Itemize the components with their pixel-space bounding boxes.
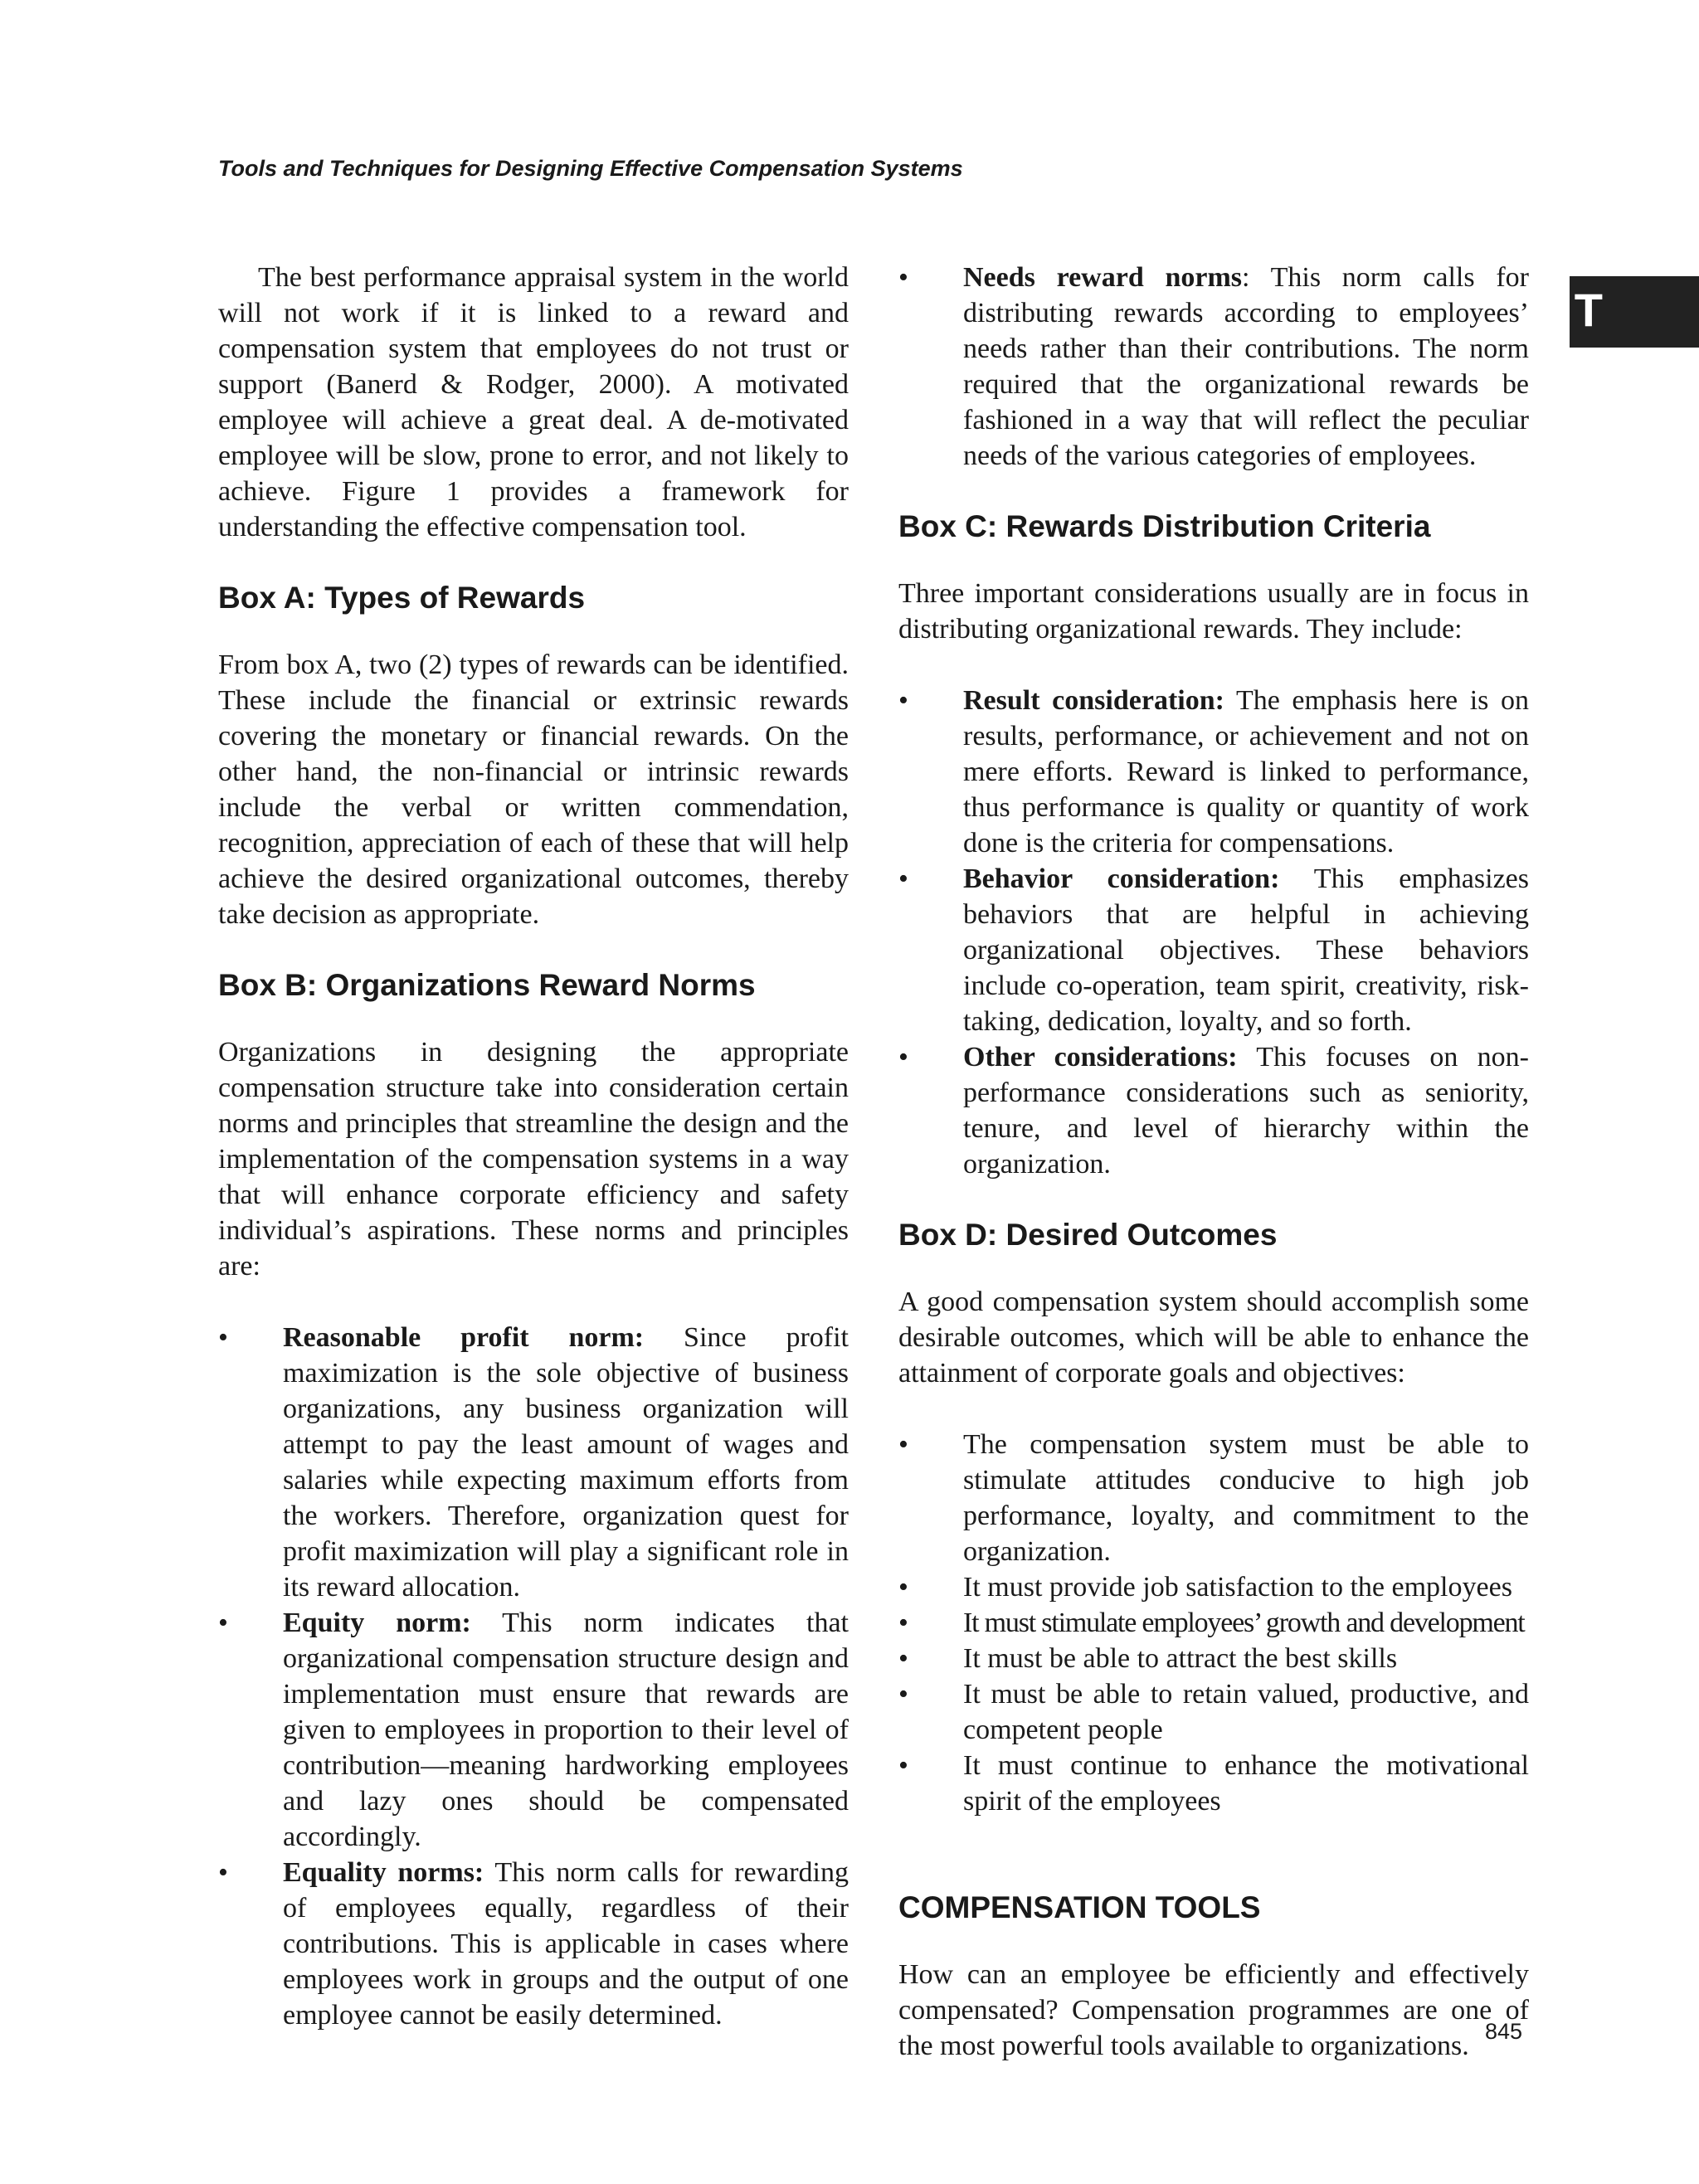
bullet-term: Other considerations: — [963, 1042, 1238, 1073]
section-tab-marker — [1570, 276, 1699, 348]
bullet-term: Needs reward norms — [963, 262, 1243, 293]
running-head: Tools and Techniques for Designing Effective Compensation Systems — [218, 156, 963, 181]
box-b-heading: Box B: Organizations Reward Norms — [218, 968, 756, 1002]
list-item: • It must be able to attract the best skills — [898, 1643, 1398, 1674]
desired-outcomes-list — [898, 1427, 1529, 1819]
bullet-text: This emphasizes behaviors that are helpful in achieving organizational objectives. These behaviors include co-operation, team spirit, creativity, risk-taking, dedication, loyalty, and so forth. — [963, 863, 1529, 1037]
list-item: • Result consideration: The emphasis here is on results, performance, or achievement and not on mere efforts. Reward is linked to performance, thus performance is quality or quantity of work done is the criteria for compensations. — [898, 685, 1530, 859]
bullet-term: Result consideration: — [963, 685, 1224, 716]
box-b-paragraph: Organizations in designing the appropriate compensation structure take into consideration certain norms and principles that streamline the design and the implementation of the compensation systems in a way that will enhance corporate efficiency and safety individual’s aspirations. These norms and principles are: — [218, 1037, 849, 1282]
bullet-text: It must continue to enhance the motivational spirit of the employees — [963, 1750, 1529, 1817]
bullet-text: This focuses on non-performance considerations such as seniority, tenure, and level of hierarchy within the organization. — [963, 1042, 1529, 1180]
bullet-text: This norm calls for rewarding of employees equally, regardless of their contributions. This is applicable in cases where employees work in groups and the output of one employee cannot be easily determined. — [283, 1857, 849, 2031]
bullet-text: Since profit maximization is the sole objective of business organizations, any business organization will attempt to pay the least amount of wages and salaries while expecting maximum efforts from the workers. Therefore, organization quest for profit maximization will play a significant role in its reward allocation. — [283, 1322, 849, 1603]
bullet-text: It must be able to retain valued, productive, and competent people — [963, 1679, 1529, 1745]
list-item: • Equity norm: This norm indicates that organizational compensation structure design and implementation must ensure that rewards are given to employees in proportion to their level of contribution—meaning hardworking employees and lazy ones should be compensated accordingly. — [218, 1608, 849, 1852]
list-item: • Reasonable profit norm: Since profit maximization is the sole objective of business organizations, any business organization will attempt to pay the least amount of wages and salaries while expecting maximum efforts from the workers. Therefore, organization quest for profit maximization will play a significant role in its reward allocation. — [218, 1322, 849, 1603]
right-column — [898, 260, 1529, 2064]
list-item: • It must stimulate employees’ growth and development — [898, 1608, 1525, 1638]
box-d-heading: Box D: Desired Outcomes — [898, 1218, 1278, 1252]
bullet-text: It must provide job satisfaction to the employees — [963, 1572, 1512, 1603]
list-item: • It must be able to retain valued, productive, and competent people — [898, 1679, 1529, 1745]
bullet-text: The compensation system must be able to stimulate attitudes conducive to high job performance, loyalty, and commitment to the organization. — [963, 1429, 1529, 1567]
box-a-paragraph: From box A, two (2) types of rewards can be identified. These include the financial or extrinsic rewards covering the monetary or financial rewards. On the other hand, the non-financial or intrinsic rewards include the verbal or written commendation, recognition, appreciation of each of these that will help achieve the desired organizational outcomes, thereby take decision as appropriate. — [218, 649, 849, 930]
bullet-text: This norm indicates that organizational compensation structure design and implementation must ensure that rewards are given to employees in proportion to their level of contribution—meaning hardworking employees and lazy ones should be compensated accordingly. — [283, 1608, 849, 1852]
box-a-heading: Box A: Types of Rewards — [218, 581, 586, 615]
box-c-heading: Box C: Rewards Distribution Criteria — [898, 509, 1431, 543]
bullet-term: Behavior consideration: — [963, 863, 1280, 894]
bullet-text: : This norm calls for distributing rewards according to employees’ needs rather than their contributions. The norm required that the organizational rewards be fashioned in a way that will reflect the peculiar needs of the various categories of employees. — [963, 262, 1529, 471]
list-item: • It must provide job satisfaction to the employees — [898, 1572, 1512, 1603]
page-number: 845 — [1485, 2019, 1523, 2044]
reward-norms-list — [218, 1320, 849, 2033]
bullet-text: It must stimulate employees’ growth and development — [963, 1608, 1525, 1638]
bullet-text: It must be able to attract the best skills — [963, 1643, 1398, 1674]
left-column — [218, 260, 849, 2033]
box-d-paragraph: A good compensation system should accomplish some desirable outcomes, which will be able to enhance the attainment of corporate goals and objectives: — [898, 1287, 1529, 1389]
list-item: • Equality norms: This norm calls for rewarding of employees equally, regardless of their contributions. This is applicable in cases where employees work in groups and the output of one employee cannot be easily determined. — [218, 1857, 849, 2031]
list-item: • It must continue to enhance the motivational spirit of the employees — [898, 1750, 1529, 1817]
compensation-tools-paragraph: How can an employee be efficiently and effectively compensated? Compensation programmes are one of the most powerful tools available to organizations. — [898, 1959, 1529, 2061]
section-tab-letter: T — [1574, 284, 1603, 336]
list-item: • The compensation system must be able to stimulate attitudes conducive to high job performance, loyalty, and commitment to the organization. — [898, 1429, 1529, 1567]
list-item: • Behavior consideration: This emphasizes behaviors that are helpful in achieving organizational objectives. These behaviors include co-operation, team spirit, creativity, risk-taking, dedication, loyalty, and so forth. — [898, 863, 1529, 1037]
box-c-paragraph: Three important considerations usually are in focus in distributing organizational rewards. They include: — [898, 578, 1529, 644]
distribution-criteria-list — [898, 683, 1529, 1182]
list-item: • Other considerations: This focuses on non-performance considerations such as seniority, tenure, and level of hierarchy within the organization. — [898, 1042, 1529, 1180]
bullet-term: Equality norms: — [283, 1857, 484, 1888]
compensation-tools-heading: COMPENSATION TOOLS — [898, 1890, 1261, 1924]
needs-norm-list — [898, 260, 1529, 474]
list-item: • Needs reward norms: This norm calls for distributing rewards according to employees’ needs rather than their contributions. The norm required that the organizational rewards be fashioned in a way that will reflect the peculiar needs of the various categories of employees. — [898, 262, 1529, 471]
bullet-text: The emphasis here is on results, performance, or achievement and not on mere efforts. Reward is linked to performance, thus performance is quality or quantity of work done is the criteria for compensations. — [963, 685, 1530, 859]
bullet-term: Reasonable profit norm: — [283, 1322, 645, 1353]
intro-paragraph: The best performance appraisal system in the world will not work if it is linked to a reward and compensation system that employees do not trust or support (Banerd & Rodger, 2000). A motivated employee will achieve a great deal. A de-motivated employee will be slow, prone to error, and not likely to achieve. Figure 1 provides a framework for understanding the effective compensation tool. — [218, 262, 849, 542]
bullet-term: Equity norm: — [283, 1608, 471, 1638]
